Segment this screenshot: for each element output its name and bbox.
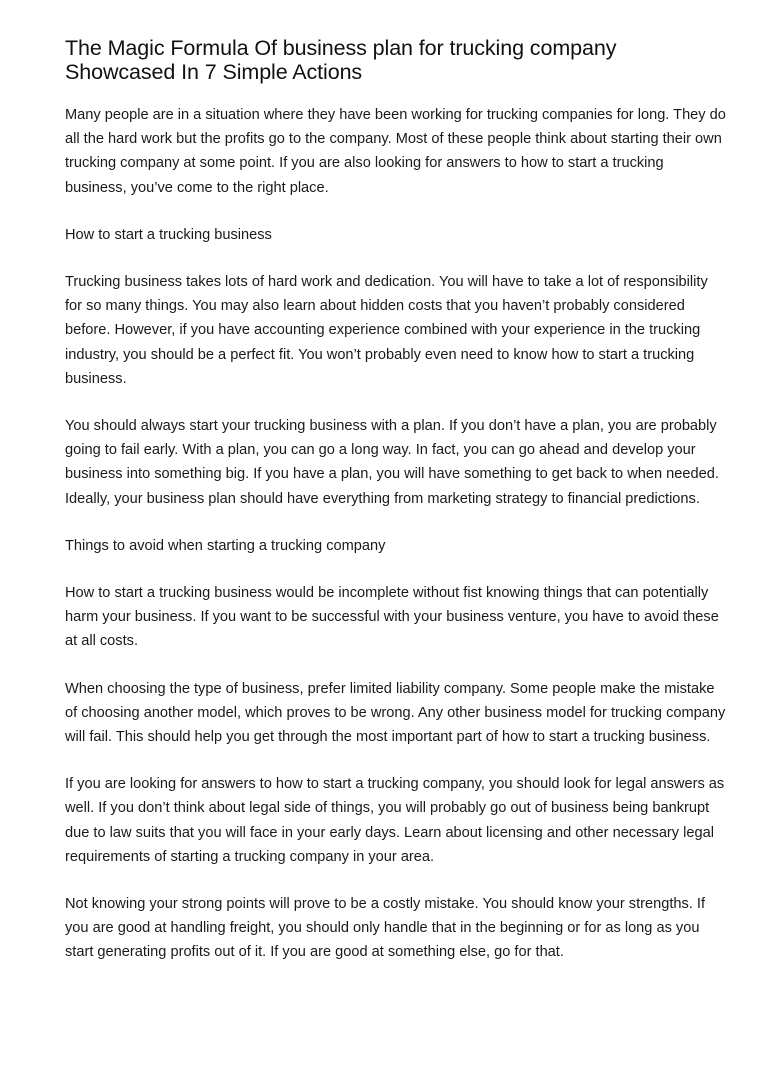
intro-paragraph: Many people are in a situation where they have been working for trucking companies for long. They do all the hard work but the profits go to the company. Most of these people think about starting their own trucking company at some point. If you are also looking for answers to how to start a trucking business, you’ve come to the right place.	[65, 107, 726, 196]
paragraph-avoid-intro: How to start a trucking business would be incomplete without fist knowing things that can potentially harm your business. If you want to be successful with your business venture, you have to avoid these at all costs.	[65, 585, 719, 650]
document-body	[65, 103, 728, 965]
section-heading-how-to-start: How to start a trucking business	[65, 226, 272, 243]
paragraph-business-plan: You should always start your trucking business with a plan. If you don’t have a plan, you are probably going to fail early. With a plan, you can go a long way. In fact, you can go ahead and develop your business into something big. If you have a plan, you will have something to get back to when needed. Ideally, your business plan should have everything from marketing strategy to financial predictions.	[65, 418, 719, 507]
title-line-2: Showcased In 7 Simple Actions	[65, 60, 363, 84]
document-title	[65, 36, 728, 84]
paragraph-hard-work: Trucking business takes lots of hard work and dedication. You will have to take a lot of responsibility for so many things. You may also learn about hidden costs that you haven’t probably considered before. However, if you have accounting experience combined with your experience in the trucking industry, you should be a perfect fit. You won’t probably even need to know how to start a trucking business.	[65, 274, 708, 387]
paragraph-legal: If you are looking for answers to how to start a trucking company, you should look for legal answers as well. If you don’t think about legal side of things, you will probably go out of business being bankrupt due to law suits that you will face in your early days. Learn about licensing and other necessary legal requirements of starting a trucking company in your area.	[65, 776, 725, 865]
title-line-1: The Magic Formula Of business plan for trucking company	[65, 36, 617, 60]
paragraph-business-type: When choosing the type of business, prefer limited liability company. Some people make the mistake of choosing another model, which proves to be wrong. Any other business model for trucking company will fail. This should help you get through the most important part of how to start a trucking business.	[65, 680, 726, 746]
paragraph-strengths: Not knowing your strong points will prove to be a costly mistake. You should know your strengths. If you are good at handling freight, you should only handle that in the beginning or for as long as you start generating profits out of it. If you are good at something else, go for that.	[65, 896, 706, 961]
section-heading-things-to-avoid: Things to avoid when starting a trucking company	[65, 537, 386, 554]
